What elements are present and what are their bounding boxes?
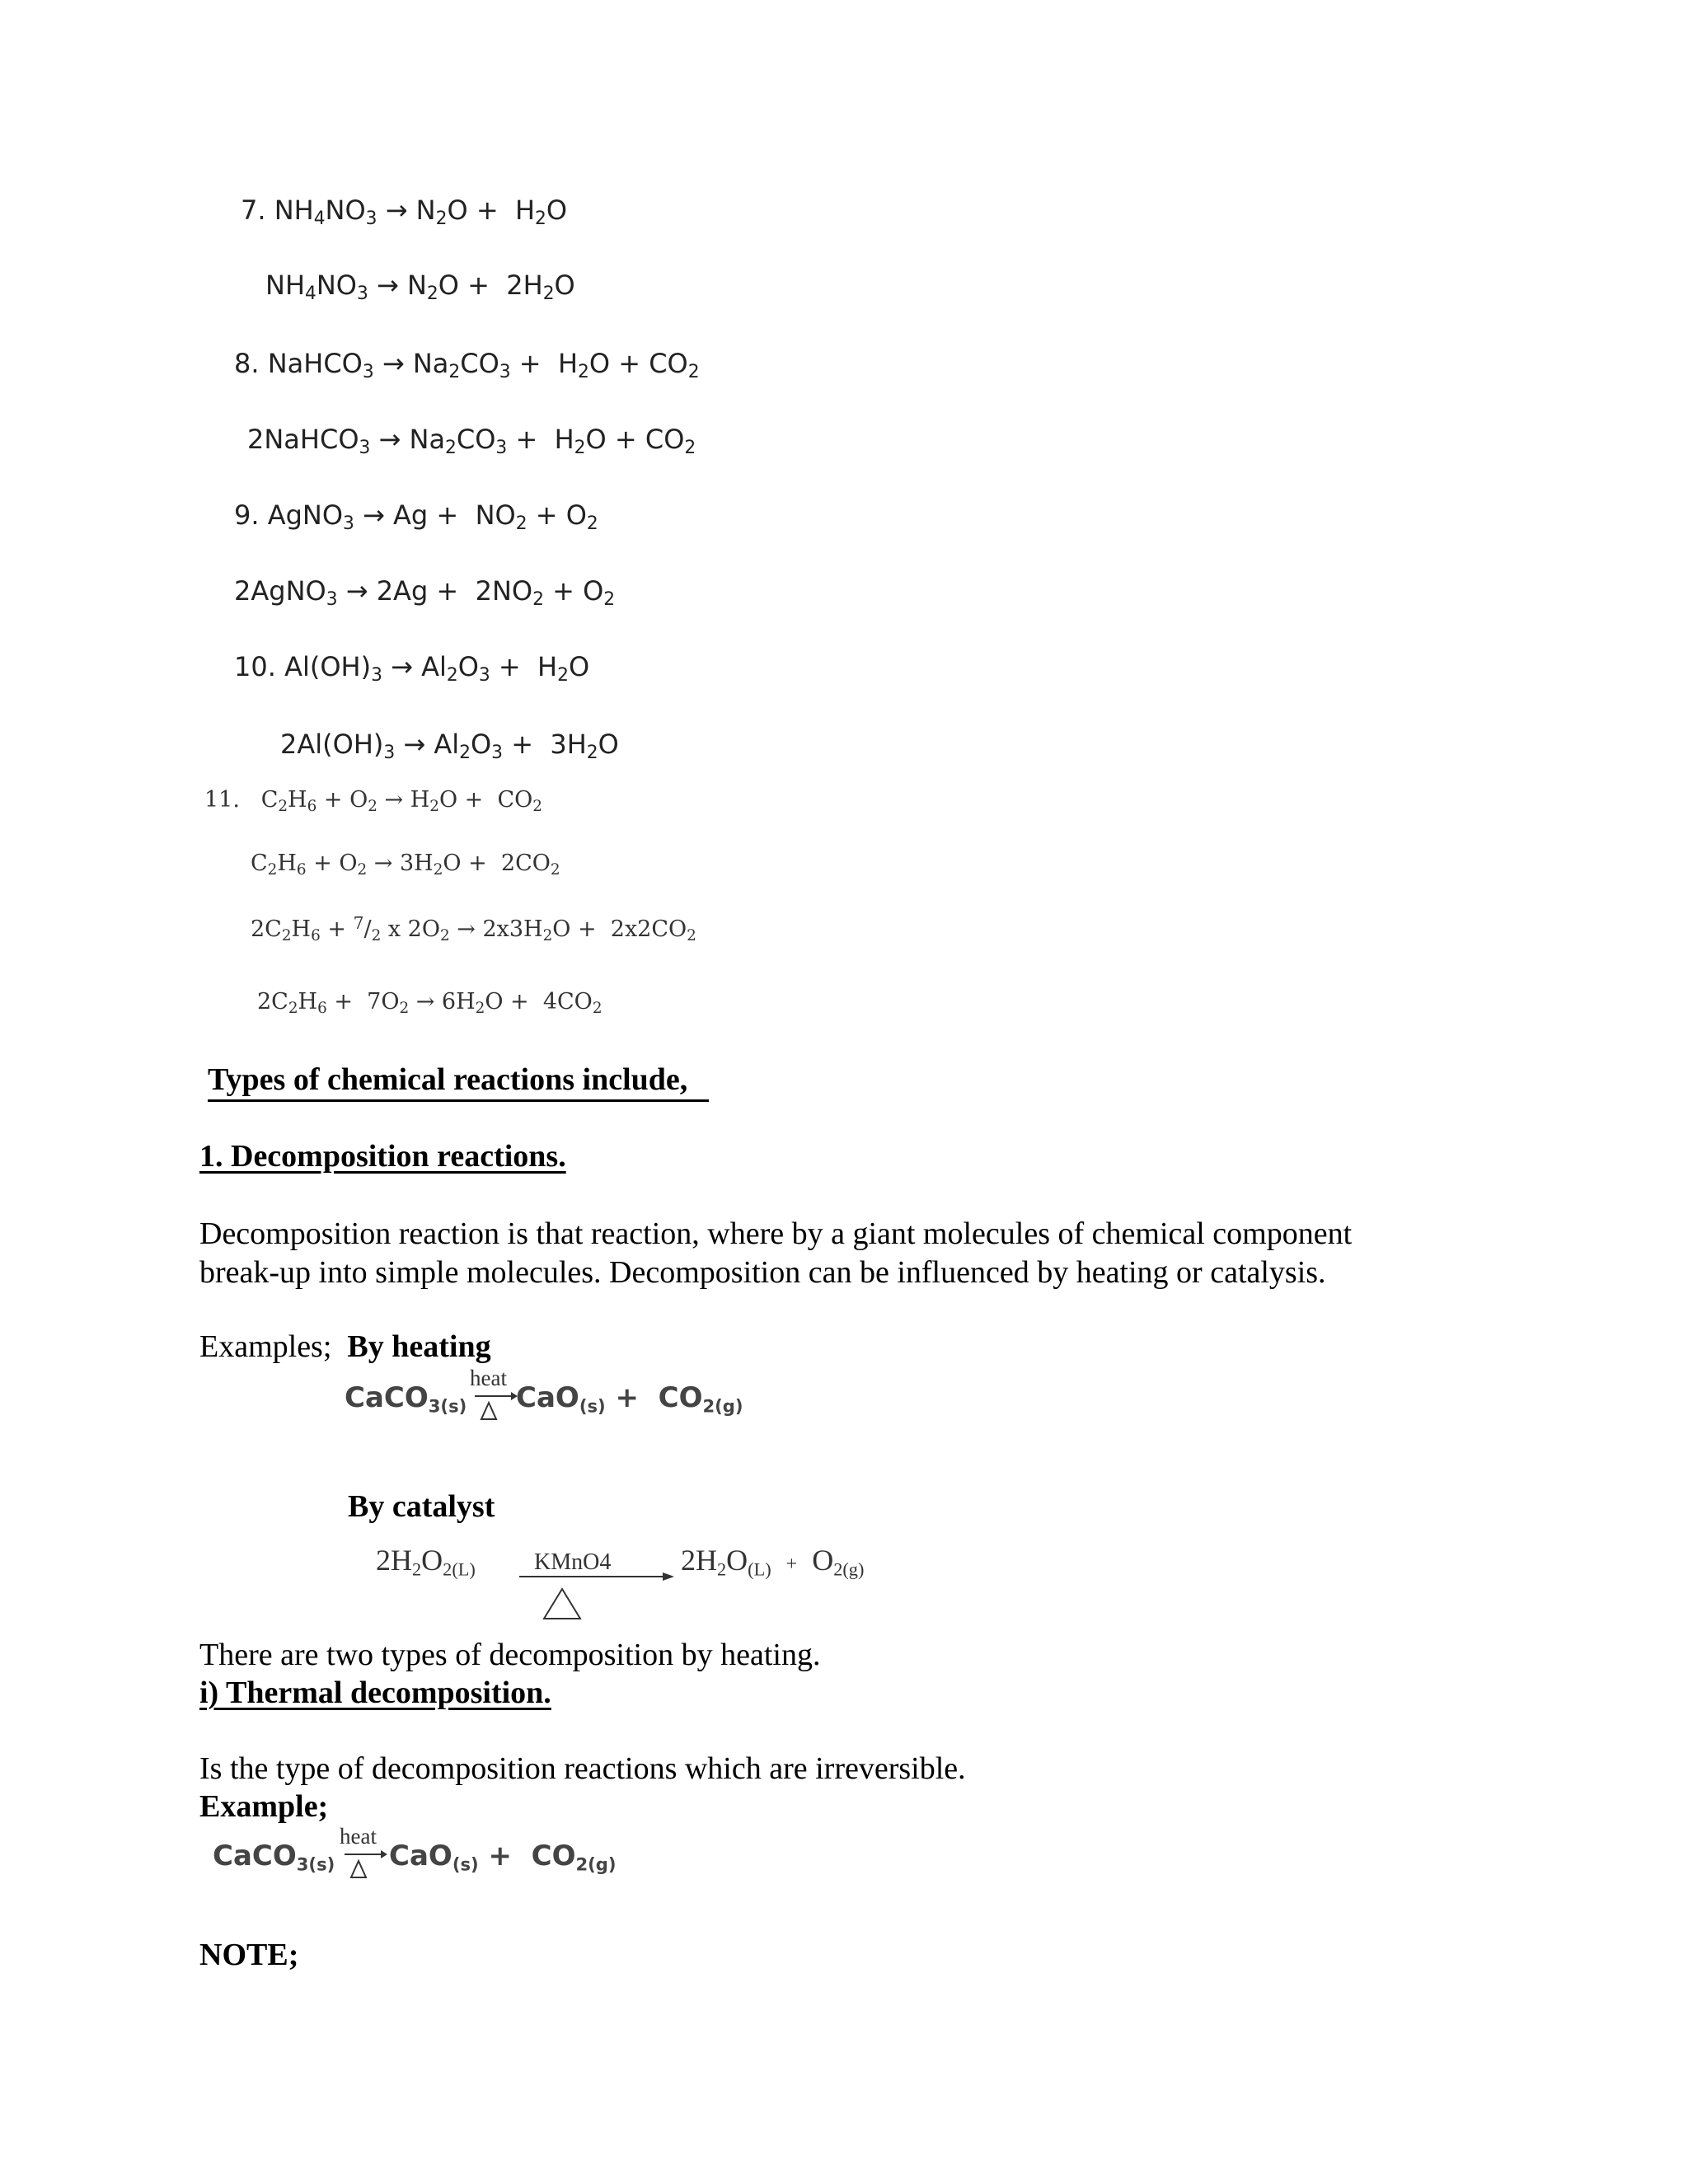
equation-8a: 8. NaHCO$_3$ → $Na_2CO_3 + H_2O + CO_2$ <box>234 348 700 383</box>
equation-number: 10. <box>234 651 276 682</box>
equation-number: 7. <box>241 194 266 226</box>
equation-7b: $NH_4NO_3 \to N_2O + 2H_2O$ <box>265 269 575 305</box>
examples-label: Examples; <box>199 1329 332 1364</box>
equation-7a: 7. $NH_4NO_3 \to N_2O + H_2O$ <box>241 194 568 230</box>
examples-line <box>199 1329 491 1365</box>
equation-10a: 10. $Al(OH)_3 \to Al_2O_3 + H_2O$ <box>234 651 590 687</box>
note-label: NOTE; <box>199 1938 299 1972</box>
equation-8b: 2NaHCO$_3$ → $Na_2CO_3 + H_2O + CO_2$ <box>247 424 696 459</box>
heat-label: heat <box>470 1366 507 1390</box>
equation-9b: 2AgNO$_3$ → $2Ag + 2NO_2 + O_2$ <box>234 575 616 611</box>
reaction-reactant: CaCO$_{3(s)}$ <box>345 1381 467 1417</box>
equation-11a: 11. $C_2H_6 + O_2 \to H_2O + CO_2$ <box>204 787 542 816</box>
heat-label: heat <box>340 1824 377 1849</box>
thermal-heading: i) Thermal decomposition. <box>199 1675 551 1710</box>
reaction-products: $CaO_{(s)} + CO_{2(g)}$ <box>516 1381 743 1417</box>
definition-paragraph <box>199 1215 1352 1292</box>
by-heating-label: By heating <box>347 1329 491 1364</box>
equation-11b: $C_2H_6 + O_2 \to 3H_2O + 2CO_2$ <box>251 851 560 879</box>
types-heading: Types of chemical reactions include, <box>208 1062 709 1102</box>
equation-number: 11. <box>204 787 240 813</box>
equation-number: 9. <box>234 499 260 531</box>
equation-11d: $2C_2H_6 + 7O_2 \to 6H_2O + 4CO_2$ <box>257 989 603 1018</box>
equation-10b: $2Al(OH)_3 \to Al_2O_3 + 3H_2O$ <box>280 729 619 764</box>
catalyst-arrow-icon <box>519 1572 676 1622</box>
heat-arrow-icon <box>471 1391 518 1424</box>
by-catalyst-label: By catalyst <box>348 1489 495 1524</box>
decomposition-heading: 1. Decomposition reactions. <box>199 1139 566 1174</box>
definition-line-1: Decomposition reaction is that reaction, where by a giant molecules of chemical component <box>199 1216 1353 1251</box>
catalyst-products: $2H_2O_{(L)} + O_{2(g)}$ <box>681 1544 865 1580</box>
equation-9a: 9. AgNO$_3$ → $Ag + NO_2 + O_2$ <box>234 499 598 535</box>
catalyst-label: KMnO4 <box>534 1549 612 1575</box>
definition-line-2: break-up into simple molecules. Decomposition can be influenced by heating or catalysis. <box>199 1255 1326 1290</box>
catalyst-reactant: $2H_2O_{2(L)}$ <box>376 1544 476 1580</box>
example-label: Example; <box>199 1789 329 1824</box>
irreversible-text: Is the type of decomposition reactions which are irreversible. <box>199 1751 966 1786</box>
reaction-products: $CaO_{(s)} + CO_{2(g)}$ <box>389 1840 617 1875</box>
heat-arrow-icon <box>341 1849 387 1882</box>
equation-11c: $2C_2H_6 + ^7/_2$ x $2O_2 \to 2x3H_2O + 2x2CO_2$ <box>251 912 696 945</box>
two-types-text: There are two types of decomposition by heating. <box>199 1638 821 1672</box>
reaction-reactant: CaCO$_{3(s)}$ <box>213 1840 335 1875</box>
equation-number: 8. <box>234 348 260 379</box>
